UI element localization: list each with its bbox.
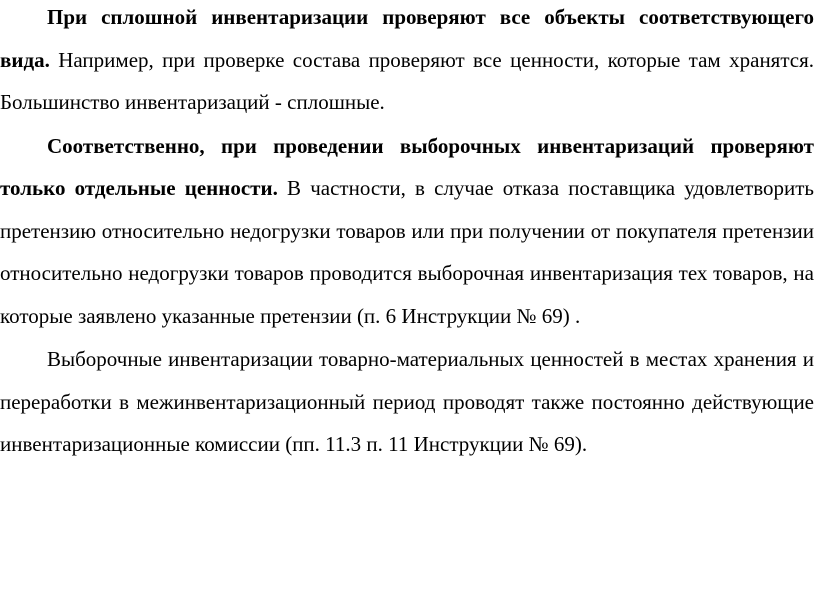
bold-lead-sentence: Соответственно, при проведении выборочных инвентаризаций проверяют только отдельные ценности. bbox=[0, 133, 814, 200]
paragraph-selective-inventory-commissions bbox=[0, 338, 814, 466]
paragraph-body-text: Например, при проверке состава проверяют все ценности, которые там хранятся. Большинство инвентаризаций - сплошные. bbox=[0, 47, 814, 114]
paragraph-body-text: Выборочные инвентаризации товарно-материальных ценностей в местах хранения и переработки в межинвентаризационный период проводят также постоянно действующие инвентаризационные комиссии (пп. 11.3 п. 11 Инструкции № 69). bbox=[0, 347, 814, 456]
paragraph-selective-inventory bbox=[0, 125, 814, 338]
bold-lead-sentence: При сплошной инвентаризации проверяют все объекты соответствующего вида. bbox=[0, 5, 814, 72]
paragraph-body-text: В частности, в случае отказа поставщика удовлетворить претензию относительно недогрузки товаров или при получении от покупателя претензии относительно недогрузки товаров проводится выборочная инвентаризация тех товаров, на которые заявлено указанные претензии (п. 6 Инструкции № 69) . bbox=[0, 176, 814, 328]
paragraph-continuous-inventory bbox=[0, 0, 814, 124]
